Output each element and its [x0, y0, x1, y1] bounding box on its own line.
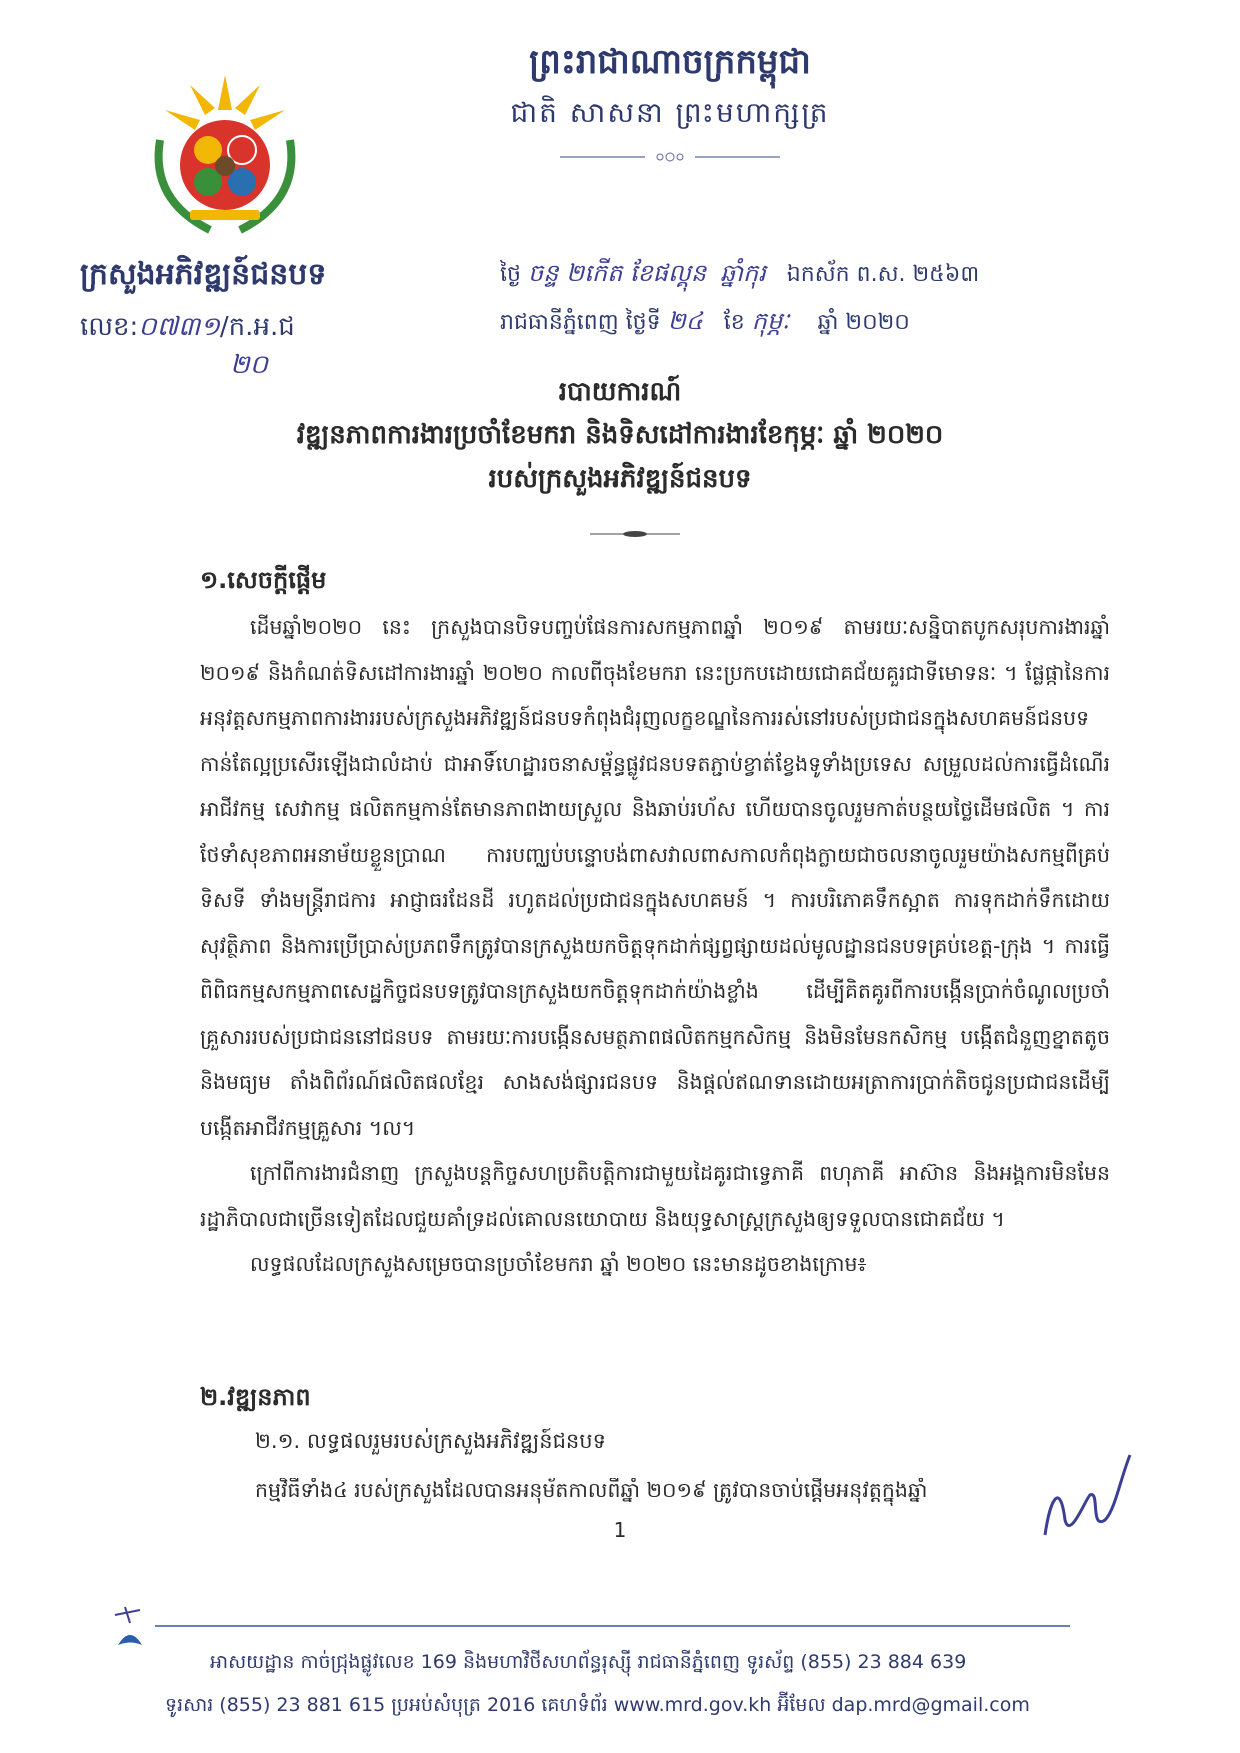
lunar-date — [500, 258, 1220, 293]
ministry-logo — [140, 70, 310, 240]
paragraph: ក្រៅពីការងារជំនាញ ក្រសួងបន្តកិច្ចសហប្រតិបត្តិការជាមួយដៃគូរជាទ្វេភាគី ពហុភាគី អាស៊ាន និងអង្គការមិនមែនរដ្ឋាភិបាលជាច្រើនទៀតដែលជួយគាំទ្រដល់គោលនយោបាយ និងយុទ្ធសាស្ត្រក្រសួងឲ្យទទួលបានជោគជ័យ ។ — [200, 1161, 1110, 1231]
subsection-heading: ២.១. លទ្ធផលរួមរបស់ក្រសួងអភិវឌ្ឍន៍ជនបទ — [255, 1429, 606, 1453]
footer-contact: ទូរសារ (855) 23 881 615 ប្រអប់សំបុត្រ 2016 គេហទំព័រ www.mrd.gov.kh អ៊ីមែល dap.mrd@gmail.com — [165, 1694, 1030, 1716]
ref-suffix: /ក.អ.ជ — [219, 312, 295, 342]
ref-year: ២០ — [230, 350, 269, 380]
footer-address: អាសយដ្ឋាន កាច់ជ្រុងផ្លូវលេខ 169 និងមហាវិថីសហព័ន្ធរុស្ស៊ី រាជធានីភ្នំពេញ ទូរស័ព្ទ (855) 23 884 639 — [210, 1651, 967, 1673]
ref-number: ០៧៣១ — [138, 312, 220, 342]
solar-month-label: ខែ — [723, 310, 745, 335]
title-separator — [590, 530, 680, 538]
page-number: 1 — [613, 1518, 627, 1542]
solar-day: ២៤ — [667, 307, 703, 335]
solar-date — [500, 306, 1220, 341]
report-subtitle: វឌ្ឍនភាពការងារប្រចាំខែមករា និងទិសដៅការងារខែកុម្ភៈ ឆ្នាំ ២០២០ — [296, 420, 944, 450]
footer-emblem — [110, 1605, 150, 1655]
ministry-name: ក្រសួងអភិវឌ្ឍន៍ជនបទ — [80, 257, 327, 292]
footer-divider — [155, 1625, 1070, 1627]
lunar-day: ចន្ទ ២កើត ខែផល្គុន — [527, 259, 707, 287]
report-owner: របស់ក្រសួងអភិវឌ្ឍន៍ជនបទ — [488, 464, 752, 494]
lunar-year: ឆ្នាំកុរ — [720, 259, 766, 287]
signature — [1030, 1440, 1140, 1550]
report-title: របាយការណ៍ — [558, 377, 682, 407]
solar-prefix: រាជធានីភ្នំពេញ ថ្ងៃទី — [500, 310, 661, 335]
section-heading-progress: ២.វឌ្ឍនភាព — [200, 1383, 311, 1411]
paragraph: ដើមឆ្នាំ២០២០ នេះ ក្រសួងបានបិទបញ្ចប់ផែនការសកម្មភាពឆ្នាំ ២០១៩ តាមរយៈសន្និបាតបូកសរុបការងារឆ្នាំ ២០១៩ និងកំណត់ទិសដៅការងារឆ្នាំ ២០២០ កាលពីចុងខែមករា នេះប្រកបដោយជោគជ័យគួរជាទីមោទនៈ ។ ផ្លែផ្កានៃការអនុវត្តសកម្មភាពការងាររបស់ក្រសួងអភិវឌ្ឍន៍ជនបទកំពុងជំរុញលក្ខខណ្ឌនៃការរស់នៅរបស់ប្រជាជនក្នុងសហគមន៍ជនបទកាន់តែល្អប្រសើរឡើងជាលំដាប់ ជាអាទិ៍ហេដ្ឋារចនាសម្ព័ន្ធផ្លូវជនបទតភ្ជាប់ខ្វាត់ខ្វែងទូទាំងប្រទេស សម្រួលដល់ការធ្វើដំណើរ អាជីវកម្ម សេវាកម្ម ផលិតកម្មកាន់តែមានភាពងាយស្រួល និងឆាប់រហ័ស ហើយបានចូលរួមកាត់បន្ថយថ្លៃដើមផលិត ។ ការថែទាំសុខភាពអនាម័យខ្លួនប្រាណ ការបញ្ឈប់បន្ទោបង់ពាសវាលពាសកាលកំពុងក្លាយជាចលនាចូលរួមយ៉ាងសកម្មពីគ្រប់ទិសទី ទាំងមន្ត្រីរាជការ អាជ្ញាធរដែនដី រហូតដល់ប្រជាជនក្នុងសហគមន៍ ។ ការបរិភោគទឹកស្អាត ការទុកដាក់ទឹកដោយសុវត្ថិភាព និងការប្រើប្រាស់ប្រភពទឹកត្រូវបានក្រសួងយកចិត្តទុកដាក់ផ្សព្វផ្សាយដល់មូលដ្ឋានជនបទគ្រប់ខេត្ត-ក្រុង ។ ការធ្វើពិពិធកម្មសកម្មភាពសេដ្ឋកិច្ចជនបទត្រូវបានក្រសួងយកចិត្តទុកដាក់យ៉ាងខ្លាំង ដើម្បីគិតគូរពីការបង្កើនប្រាក់ចំណូលប្រចាំគ្រួសាររបស់ប្រជាជននៅជនបទ តាមរយៈការបង្កើនសមត្ថភាពផលិតកម្មកសិកម្ម និងមិនមែនកសិកម្ម បង្កើតជំនួញខ្នាតតូច និងមធ្យម តាំងពិព័រណ៍ផលិតផលខ្មែរ សាងសង់ផ្សារជនបទ និងផ្តល់ឥណទានដោយអត្រាការប្រាក់តិចជូនប្រជាជនដើម្បីបង្កើតអាជីវកម្មគ្រួសារ ។ល។ — [200, 615, 1110, 1140]
paragraph-continued: កម្មវិធីទាំង៤ របស់ក្រសួងដែលបានអនុម័តកាលពីឆ្នាំ ២០១៩ ត្រូវបានចាប់ផ្តើមអនុវត្តក្នុងឆ្នាំ — [255, 1478, 928, 1502]
ref-label: លេខ: — [80, 312, 139, 342]
paragraph: លទ្ធផលដែលក្រសួងសម្រេចបានប្រចាំខែមករា ឆ្នាំ ២០២០ នេះមានដូចខាងក្រោម៖ — [250, 1252, 867, 1276]
solar-month: កុម្ភៈ — [751, 307, 790, 335]
solar-year: ឆ្នាំ ២០២០ — [817, 310, 910, 335]
section-heading-intro: ១.សេចក្តីផ្តើម — [200, 566, 327, 594]
national-motto: ជាតិ សាសនា ព្រះមហាក្សត្រ — [510, 96, 830, 129]
lunar-prefix: ថ្ងៃ — [500, 262, 521, 287]
lunar-era: ឯកស័ក ព.ស. ២៥៦៣ — [786, 262, 980, 287]
body-text — [200, 605, 1110, 1288]
kingdom-title: ព្រះរាជាណាចក្រកម្ពុជា — [529, 42, 811, 82]
ornament-divider — [560, 150, 780, 164]
